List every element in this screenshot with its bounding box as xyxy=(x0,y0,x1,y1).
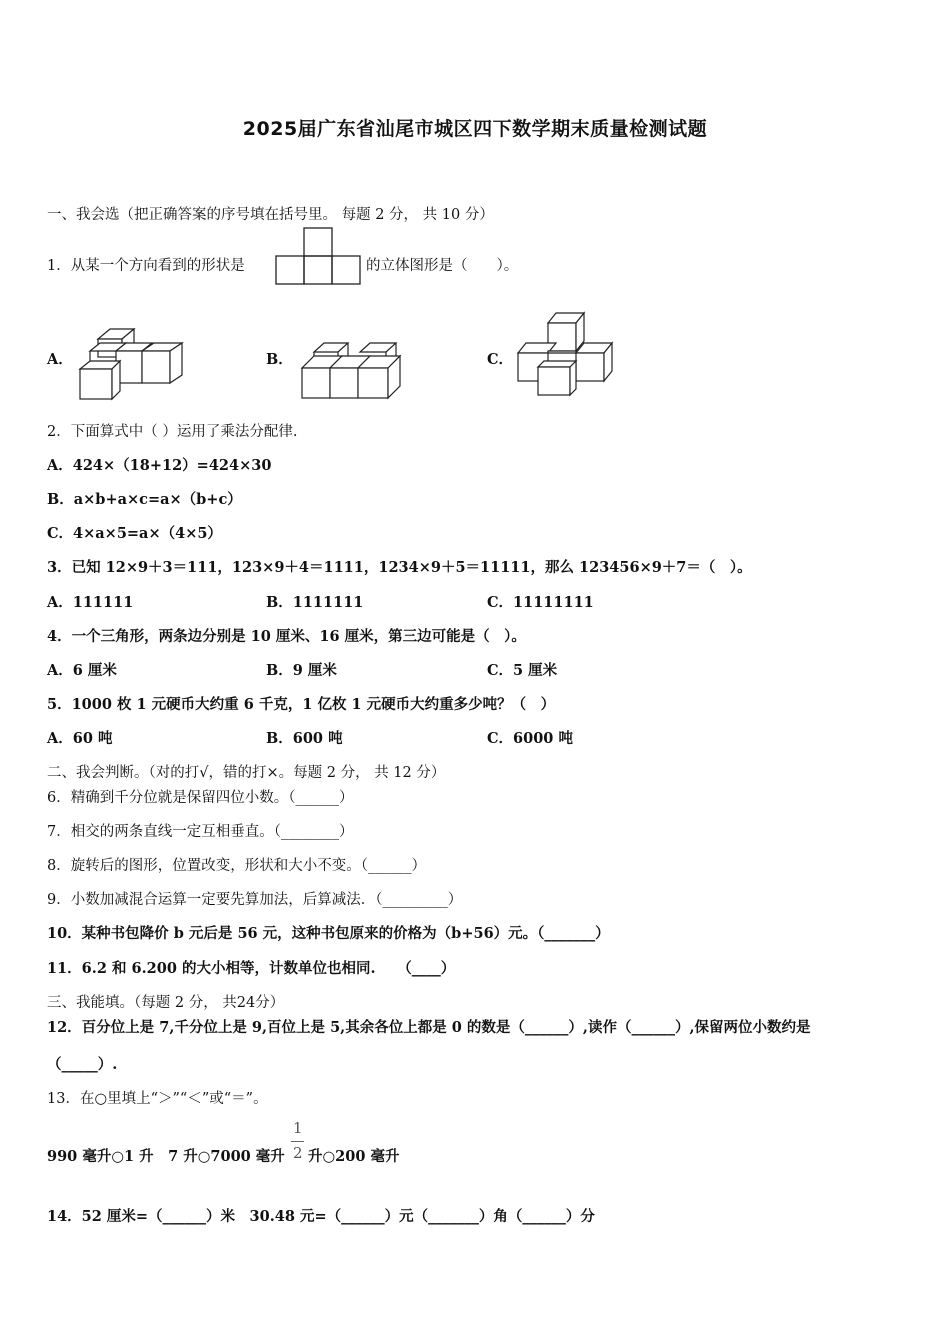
question-3-stem: 3．已知 12×9＋3＝111，123×9＋4＝1111，1234×9＋5＝11111，那么 123456×9＋7＝（ ）。 xyxy=(47,559,752,576)
question-2-stem: 2．下面算式中（ ）运用了乘法分配律. xyxy=(47,424,298,440)
q4-option-a[interactable]: A．6 厘米 xyxy=(47,662,117,679)
question-4-stem: 4．一个三角形，两条边分别是 10 厘米、16 厘米，第三边可能是（ ）。 xyxy=(47,628,526,645)
question-13-part-2: 升○200 毫升 xyxy=(308,1148,400,1165)
question-9: 9．小数加减混合运算一定要先算加法，后算减法．（_________） xyxy=(47,892,463,908)
cube-figure-a-icon[interactable] xyxy=(78,325,186,401)
question-11: 11．6.2 和 6.200 的大小相等，计数单位也相同. （____） xyxy=(47,960,456,977)
question-8: 8．旋转后的图形，位置改变，形状和大小不变。（______） xyxy=(47,858,426,874)
q2-option-b[interactable]: B．a×b+a×c=a×（b+c） xyxy=(47,491,242,508)
fraction-denominator: 2 xyxy=(293,1144,303,1162)
q5-option-b[interactable]: B．600 吨 xyxy=(266,730,343,747)
q3-option-a[interactable]: A．111111 xyxy=(47,594,134,611)
question-14: 14．52 厘米=（______）米 30.48 元=（______）元（_______）角（______）分 xyxy=(47,1208,595,1225)
question-13-stem: 13．在○里填上“＞”“＜”或“＝”。 xyxy=(47,1091,268,1107)
fraction-numerator: 1 xyxy=(293,1119,303,1137)
front-view-shape-icon xyxy=(274,226,364,286)
q5-option-c[interactable]: C．6000 吨 xyxy=(487,730,573,747)
q4-option-b[interactable]: B．9 厘米 xyxy=(266,662,337,679)
q3-option-b[interactable]: B．1111111 xyxy=(266,594,364,611)
cube-figure-c-icon[interactable] xyxy=(514,309,616,399)
question-12-line-2: （_____）. xyxy=(47,1056,118,1073)
q4-option-c[interactable]: C．5 厘米 xyxy=(487,662,558,679)
section-1-heading: 一、我会选（把正确答案的序号填在括号里。 每题 2 分， 共 10 分） xyxy=(47,207,494,223)
question-13-part-1: 990 毫升○1 升 7 升○7000 毫升 xyxy=(47,1148,285,1165)
question-12-line-1: 12．百分位上是 7,千分位上是 9,百位上是 5,其余各位上都是 0 的数是（______）,读作（______）,保留两位小数约是 xyxy=(47,1019,811,1036)
fraction-bar xyxy=(291,1141,304,1142)
question-1-suffix: 的立体图形是（ ）。 xyxy=(366,258,519,274)
q1-option-c-label: C． xyxy=(487,351,514,368)
cube-figure-b-icon[interactable] xyxy=(296,340,408,402)
q2-option-c[interactable]: C．4×a×5=a×（4×5） xyxy=(47,525,222,542)
section-3-heading: 三、我能填。（每题 2 分， 共24分） xyxy=(47,995,285,1011)
section-2-heading: 二、我会判断。（对的打√，错的打×。每题 2 分， 共 12 分） xyxy=(47,765,446,781)
q1-option-a-label: A． xyxy=(47,351,73,368)
question-1-prefix: 1．从某一个方向看到的形状是 xyxy=(47,258,245,274)
page-title: 2025届广东省汕尾市城区四下数学期末质量检测试题 xyxy=(242,118,708,140)
question-5-stem: 5．1000 枚 1 元硬币大约重 6 千克，1 亿枚 1 元硬币大约重多少吨？（ ） xyxy=(47,696,556,713)
question-10: 10．某种书包降价 b 元后是 56 元，这种书包原来的价格为（b+56）元。（_______） xyxy=(47,925,610,942)
q5-option-a[interactable]: A．60 吨 xyxy=(47,730,113,747)
q2-option-a[interactable]: A．424×（18+12）=424×30 xyxy=(47,457,272,474)
q3-option-c[interactable]: C．11111111 xyxy=(487,594,594,611)
question-7: 7．相交的两条直线一定互相垂直。（________） xyxy=(47,824,354,840)
question-6: 6．精确到千分位就是保留四位小数。（______） xyxy=(47,790,354,806)
q1-option-b-label: B． xyxy=(266,351,293,368)
